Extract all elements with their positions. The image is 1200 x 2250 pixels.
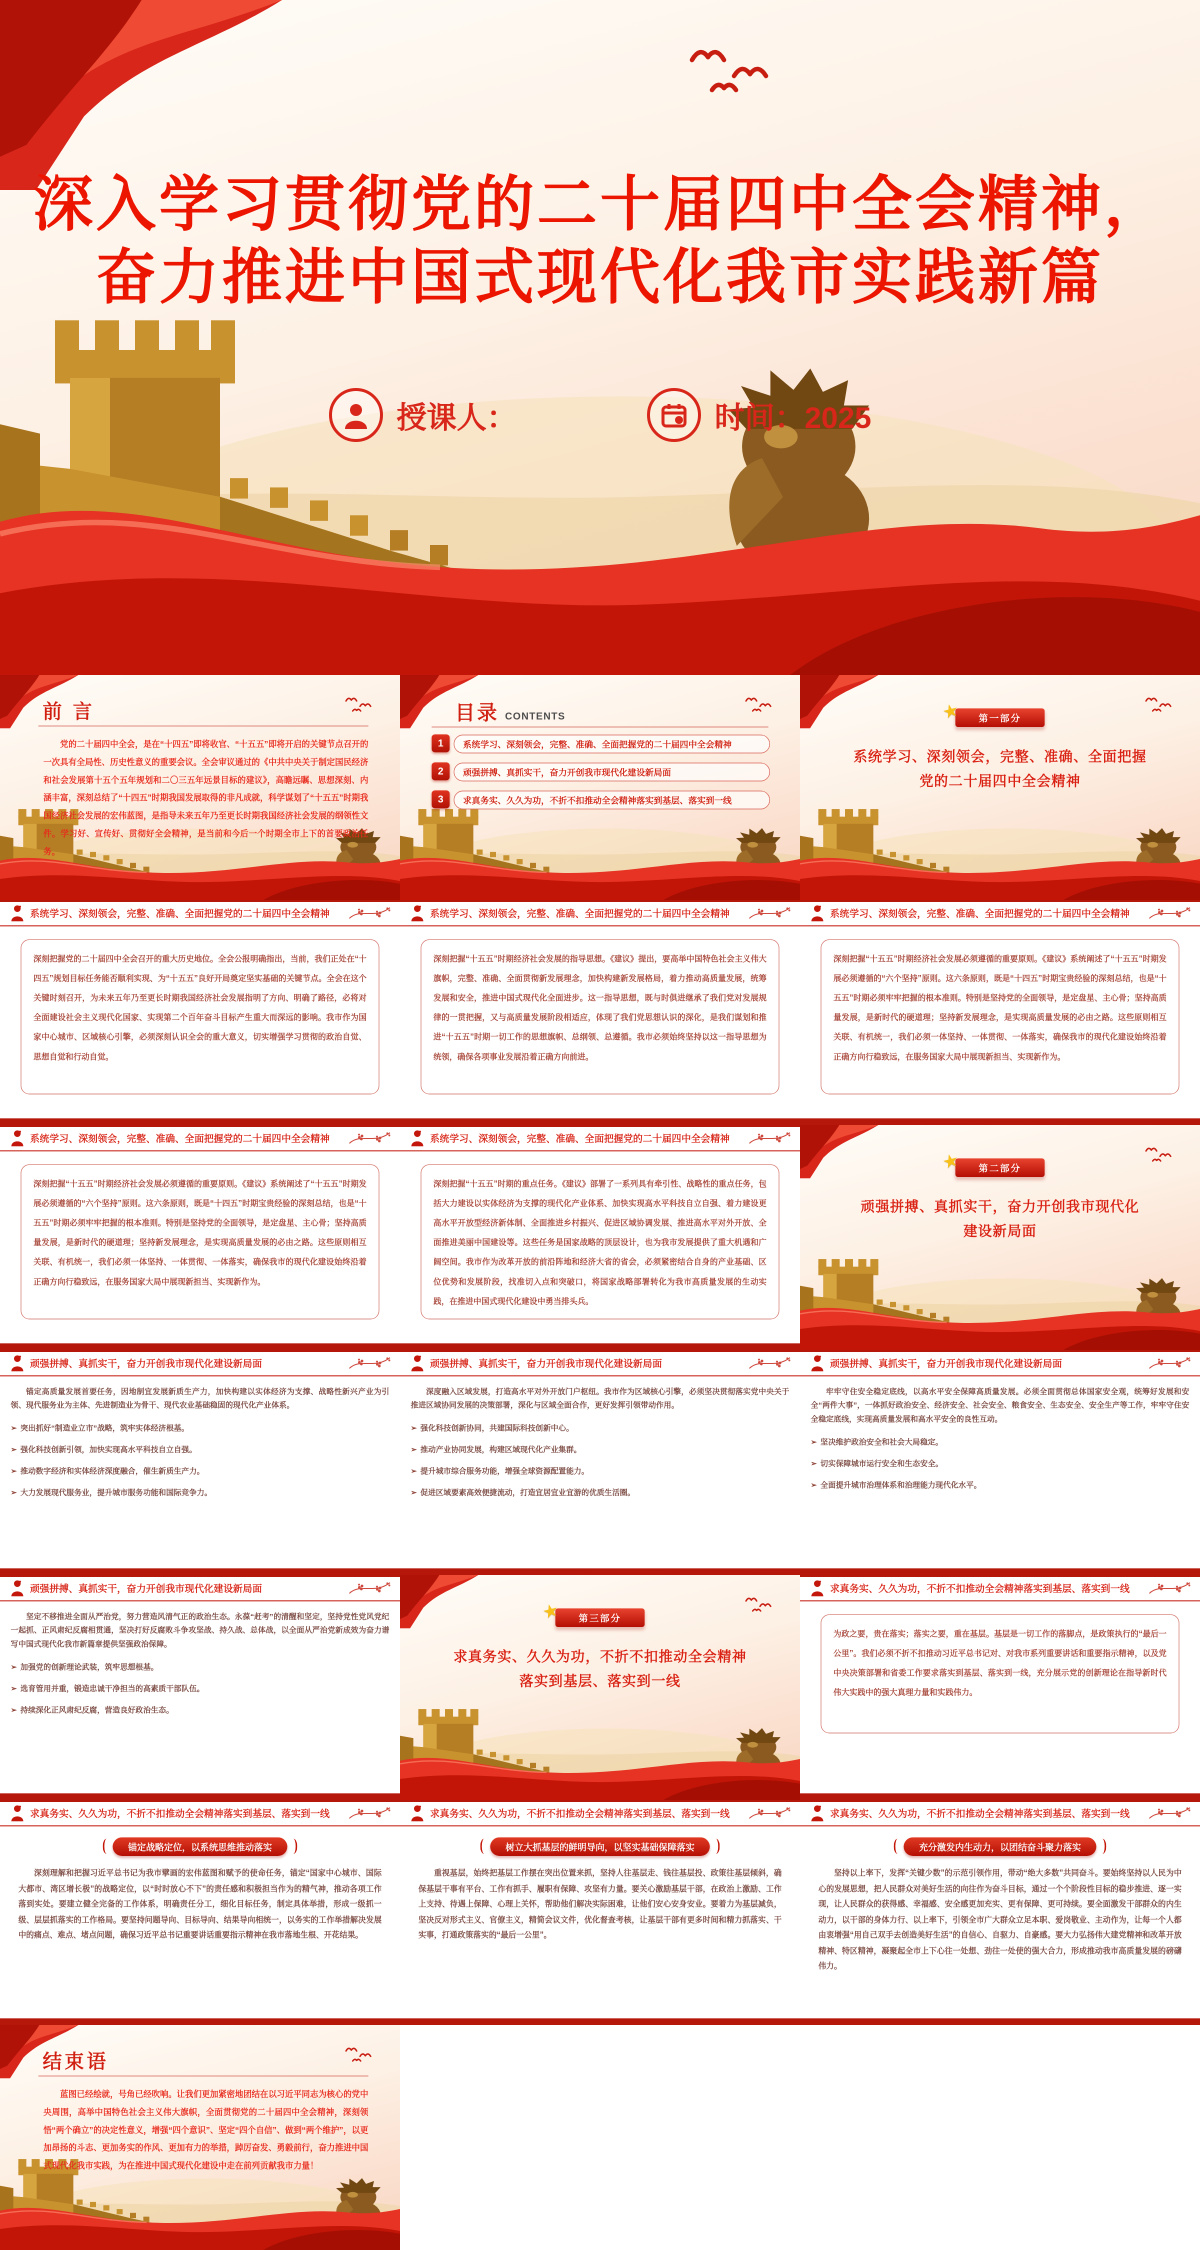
person-icon xyxy=(410,1805,425,1822)
intro-paragraph: 坚定不移推进全面从严治党，努力营造风清气正的政治生态。永葆“赶考”的清醒和坚定，坚持党性党风党纪一起抓、正风肃纪反腐相贯通，坚决打好反腐败斗争攻坚战、持久战、总体战，以全面从严治党新成效为奋力谱写中国式现代化我市新篇章提供坚强政治保障。 xyxy=(10,1612,390,1649)
slide-cover[interactable] xyxy=(0,0,1200,675)
bottom-red-bar xyxy=(0,1793,400,1800)
body-content xyxy=(411,1385,790,1499)
header-title: 求真务实、久久为功，不折不扣推动全会精神落实到基层、落实到一线 xyxy=(830,1583,1130,1595)
slide-14[interactable] xyxy=(0,1575,400,1800)
part-badge xyxy=(941,1150,1044,1177)
slide-19[interactable] xyxy=(800,1800,1200,2025)
slide-header xyxy=(800,1352,1200,1374)
slide-header xyxy=(800,902,1200,924)
slide-divider-part3[interactable] xyxy=(400,1575,800,1800)
star-icon: ★ xyxy=(941,700,961,722)
arrow-bullet-icon: ➢ xyxy=(410,1423,418,1433)
calendar-icon xyxy=(647,388,701,442)
slide-9[interactable] xyxy=(400,1125,800,1350)
arrow-bullet-icon: ➢ xyxy=(10,1423,18,1433)
part-title-line1: 顽强拼搏、真抓实干，奋力开创我市现代化 xyxy=(860,1198,1140,1215)
slide-header xyxy=(400,902,800,924)
bottom-red-bar xyxy=(0,1568,400,1575)
part-badge-label: 第三部分 xyxy=(578,1613,622,1624)
toc-item-number: 2 xyxy=(432,762,450,780)
bullet-item xyxy=(411,1422,790,1434)
scenic-artwork xyxy=(400,800,800,900)
person-icon xyxy=(410,1130,425,1147)
person-icon xyxy=(410,905,425,922)
lecturer-person-icon xyxy=(329,388,383,442)
plum-blossom-decoration xyxy=(748,1804,791,1821)
bullet-text: 持续深化正风肃纪反腐，营造良好政治生态。 xyxy=(20,1705,174,1715)
bottom-red-bar xyxy=(0,1343,400,1350)
header-underline xyxy=(400,925,800,926)
plum-blossom-decoration xyxy=(1148,1354,1191,1371)
toc-title: 目录 xyxy=(455,701,500,725)
header-title: 系统学习、深刻领会，完整、准确、全面把握党的二十届四中全会精神 xyxy=(430,1133,730,1145)
bottom-red-bar xyxy=(400,1568,800,1575)
header-underline xyxy=(0,1825,400,1826)
star-icon: ★ xyxy=(541,1600,561,1622)
header-title: 求真务实、久久为功，不折不扣推动全会精神落实到基层、落实到一线 xyxy=(30,1808,330,1820)
laurel-right-decoration xyxy=(1098,1839,1106,1854)
arrow-bullet-icon: ➢ xyxy=(10,1683,18,1693)
bullet-item xyxy=(811,1458,1190,1470)
slide-header xyxy=(400,1127,800,1149)
header-underline xyxy=(800,1600,1200,1601)
slide-header xyxy=(0,1127,400,1149)
toc-item-text: 系统学习、深刻领会，完整、准确、全面把握党的二十届四中全会精神 xyxy=(454,735,770,754)
body-content xyxy=(811,1385,1190,1491)
header-title: 求真务实、久久为功，不折不扣推动全会精神落实到基层、落实到一线 xyxy=(830,1808,1130,1820)
arrow-bullet-icon: ➢ xyxy=(410,1488,418,1497)
plum-blossom-decoration xyxy=(1148,904,1191,921)
section-banner-title: 充分激发内生动力，以团结奋斗聚力落实 xyxy=(919,1842,1082,1853)
red-ribbon-decoration xyxy=(0,0,360,190)
slide-header xyxy=(400,1352,800,1374)
title-underline xyxy=(432,727,769,728)
slide-divider-part1[interactable] xyxy=(800,675,1200,900)
bullet-text: 选育管用并重，锻造忠诚干净担当的高素质干部队伍。 xyxy=(20,1683,205,1693)
bullet-text: 加强党的创新理论武装，筑牢思想根基。 xyxy=(20,1662,159,1672)
body-content xyxy=(11,1385,390,1499)
body-paragraph: 深刻理解和把握习近平总书记为我市擘画的宏伟蓝图和赋予的使命任务，锚定“国家中心城市、国际大都市、湾区增长极”的战略定位，以“时时放心不下”的责任感和积极担当作为的精气神，推动各项工作落到实处。要建立健全完备的工作体系，明确责任分工，细化目标任务，制定具体举措，形成一级抓一级、层层抓落实的工作格局。要坚持问题导向、目标导向、结果导向相统一，以务实的工作举措解决发展中的痛点、难点、堵点问题，确保习近平总书记重要讲话重要指示精神在我市落地生根、开花结果。 xyxy=(18,1868,382,1940)
bullet-text: 切实保障城市运行安全和生态安全。 xyxy=(820,1458,944,1468)
person-icon xyxy=(10,905,25,922)
header-title: 顽强拼搏、真抓实干，奋力开创我市现代化建设新局面 xyxy=(830,1358,1063,1370)
header-underline xyxy=(0,1150,400,1151)
bottom-red-bar xyxy=(0,2018,400,2025)
scenic-artwork xyxy=(800,800,1200,900)
arrow-bullet-icon: ➢ xyxy=(10,1662,18,1672)
bullet-item xyxy=(11,1444,390,1456)
bullet-item xyxy=(411,1444,790,1456)
part-badge-label: 第一部分 xyxy=(978,713,1022,724)
plum-blossom-decoration xyxy=(1148,1804,1191,1821)
header-underline xyxy=(800,925,1200,926)
laurel-right-decoration xyxy=(289,1839,297,1854)
bottom-red-bar xyxy=(800,2018,1200,2025)
section-banner xyxy=(490,1837,710,1856)
time-field xyxy=(647,388,872,442)
bullet-text: 强化科技创新协同，共建国际科技创新中心。 xyxy=(420,1423,574,1433)
slide-header xyxy=(0,1352,400,1374)
laurel-left-decoration xyxy=(103,1839,111,1854)
toc-item-number: 3 xyxy=(432,790,450,808)
body-text-box: 深刻把握党的二十届四中全会召开的重大历史地位。全会公报明确指出，当前，我们正处在“十四五”规划目标任务能否顺利实现、为“十五五”良好开局奠定坚实基础的关键节点。全会在这个关键时刻召开，为未来五年乃至更长时期我国经济社会发展指明了方向、明确了路径，必将对全面建设社会主义现代化国家、实现第二个百年奋斗目标产生重大而深远的影响。我市作为国家中心城市、区域核心引擎，必须深刻认识全会的重大意义，切实增强学习贯彻的政治自觉、思想自觉和行动自觉。 xyxy=(21,939,380,1094)
title-underline xyxy=(38,726,368,727)
arrow-bullet-icon: ➢ xyxy=(10,1466,18,1476)
bullet-text: 强化科技创新引领，加快实现高水平科技自立自强。 xyxy=(20,1445,197,1454)
scenic-artwork xyxy=(400,1700,800,1800)
header-underline xyxy=(400,1825,800,1826)
slide-16[interactable] xyxy=(800,1575,1200,1800)
slide-header xyxy=(800,1802,1200,1824)
foreword-body: 党的二十届四中全会，是在“十四五”即将收官、“十五五”即将开启的关键节点召开的一次具有全局性、历史性意义的重要会议。全会审议通过的《中共中央关于制定国民经济和社会发展第十五个五年规划和二〇三五年远景目标的建议》，高瞻远瞩、思想深刻、内涵丰富，深刻总结了“十四五”时期我国发展取得的非凡成就，科学谋划了“十五五”时期我国经济社会发展的宏伟蓝图，是指导未来五年乃至更长时期我国经济社会发展的纲领性文件。学习好、宣传好、贯彻好全会精神，是当前和今后一个时期全市上下的首要政治任务。 xyxy=(43,739,369,857)
time-label: 时间：2025 xyxy=(714,402,872,435)
slide-header xyxy=(0,902,400,924)
conclusion-title: 结束语 xyxy=(42,2050,109,2073)
header-title: 顽强拼搏、真抓实干，奋力开创我市现代化建设新局面 xyxy=(430,1358,663,1370)
arrow-bullet-icon: ➢ xyxy=(10,1488,18,1497)
slide-header xyxy=(0,1577,400,1599)
part-title xyxy=(413,1644,786,1693)
body-text-box: 为政之要，贵在落实；落实之要，重在基层。基层是一切工作的落脚点，是政策执行的“最后一公里”。我们必须不折不扣推动习近平总书记对、对我市系列重要讲话和重要指示精神，以及党中央决策部署和省委工作要求落实到基层、落实到一线，充分展示党的创新理论在指导新时代伟大实践中的强大真理力量和实践伟力。 xyxy=(821,1614,1180,1733)
bullet-item xyxy=(11,1422,390,1434)
empty-canvas-area xyxy=(400,2025,1200,2250)
plum-blossom-decoration xyxy=(1148,1579,1191,1596)
cover-title xyxy=(0,168,1200,314)
body-paragraph: 重视基层，始终把基层工作摆在突出位置来抓，坚持人往基层走、钱往基层投、政策往基层倾斜，确保基层干事有平台、工作有抓手、履职有保障、攻坚有力量。要关心激励基层干部，在政治上激励、工作上支持、待遇上保障、心理上关怀，帮助他们解决实际困难，让他们安心安身安业。要着力为基层减负，坚决反对形式主义、官僚主义，精简会议文件，优化督查考核，让基层干部有更多时间和精力抓落实、干实事，打通政策落实的“最后一公里”。 xyxy=(418,1868,782,1940)
bullet-text: 突出抓好“制造业立市”战略，筑牢实体经济根基。 xyxy=(20,1423,190,1433)
body-text-box: 深刻把握“十五五”时期经济社会发展必须遵循的重要原则。《建议》系统阐述了“十五五”时期发展必须遵循的“六个坚持”原则。这六条原则，既是“十四五”时期宝贵经验的深刻总结，也是“十五五”时期必须牢牢把握的根本准则。特别是坚持党的全面领导，是定盘星、主心骨；坚持高质量发展，是新时代的硬道理；坚持新发展理念，是实现高质量发展的必由之路。这些原则相互关联、有机统一，我们必须一体坚持、一体贯彻、一体落实，确保我市的现代化建设始终沿着正确方向行稳致远，在服务国家大局中展现新担当、实现新作为。 xyxy=(21,1164,380,1319)
bottom-red-bar xyxy=(400,1343,800,1350)
body-content xyxy=(11,1610,390,1716)
toc-item-text: 求真务实、久久为功，不折不扣推动全会精神落实到基层、落实到一线 xyxy=(454,791,770,810)
slide-toc[interactable] xyxy=(400,675,800,900)
arrow-bullet-icon: ➢ xyxy=(410,1466,418,1476)
plum-blossom-decoration xyxy=(348,904,391,921)
toc-item-number: 1 xyxy=(432,734,450,752)
person-icon xyxy=(10,1580,25,1597)
lecturer-field xyxy=(329,388,517,442)
bullet-item xyxy=(811,1436,1190,1448)
bottom-red-bar xyxy=(400,2018,800,2025)
person-icon xyxy=(410,1355,425,1372)
header-underline xyxy=(400,1375,800,1376)
body-text-box: 深刻把握“十五五”时期经济社会发展必须遵循的重要原则。《建议》系统阐述了“十五五”时期发展必须遵循的“六个坚持”原则。这六条原则，既是“十四五”时期宝贵经验的深刻总结，也是“十五五”时期必须牢牢把握的根本准则。特别是坚持党的全面领导，是定盘星、主心骨；坚持高质量发展，是新时代的硬道理；坚持新发展理念，是实现高质量发展的必由之路。这些原则相互关联、有机统一，我们必须一体坚持、一体贯彻、一体落实，确保我市的现代化建设始终沿着正确方向行稳致远，在服务国家大局中展现新担当、实现新作为。 xyxy=(821,939,1180,1094)
header-title: 顽强拼搏、真抓实干，奋力开创我市现代化建设新局面 xyxy=(30,1583,263,1595)
slide-header xyxy=(800,1577,1200,1599)
flying-doves-icon xyxy=(743,1594,774,1615)
toc-heading xyxy=(455,697,565,726)
header-underline xyxy=(0,1600,400,1601)
slide-18[interactable] xyxy=(400,1800,800,2025)
body-paragraph: 坚持以上率下，发挥“关键少数”的示范引领作用，带动“绝大多数”共同奋斗。要始终坚持以人民为中心的发展思想，把人民群众对美好生活的向往作为奋斗目标，通过一个个阶段性目标的稳步推进、逐一实现，让人民群众的获得感、幸福感、安全感更加充实、更有保障、更可持续。要全面激发干部群众的内生动力，以干部的身体力行、以上率下，引领全市广大群众立足本职、爱岗敬业、主动作为，让每一个人都由衷增强“用自己双手去创造美好生活”的自信心、自驱力、自豪感。要大力弘扬伟大建党精神和改革开放精神、特区精神，凝聚起全市上下心往一处想、劲往一处使的强大合力，形成推动我市高质量发展的磅礴伟力。 xyxy=(818,1868,1182,1971)
slide-17[interactable] xyxy=(0,1800,400,2025)
person-icon xyxy=(810,1580,825,1597)
arrow-bullet-icon: ➢ xyxy=(410,1445,418,1454)
plum-blossom-decoration xyxy=(748,1354,791,1371)
arrow-bullet-icon: ➢ xyxy=(810,1437,818,1447)
section-banner-title: 树立大抓基层的鲜明导向，以坚实基础保障落实 xyxy=(505,1842,695,1853)
bullet-item xyxy=(11,1661,390,1673)
person-icon xyxy=(10,1355,25,1372)
bullet-item xyxy=(411,1487,790,1499)
slide-11[interactable] xyxy=(0,1350,400,1575)
part-badge xyxy=(941,700,1044,727)
conclusion-body: 蓝图已经绘就，号角已经吹响。让我们更加紧密地团结在以习近平同志为核心的党中央周围，高举中国特色社会主义伟大旗帜，全面贯彻党的二十届四中全会精神，深刻领悟“两个确立”的决定性意义，增强“四个意识”、坚定“四个自信”、做到“两个维护”，以更加昂扬的斗志、更加务实的作风、更加有力的举措，踔厉奋发、勇毅前行，奋力推进中国式现代化我市实践，为在推进中国式现代化建设中走在前列贡献我市力量！ xyxy=(43,2089,369,2171)
slide-divider-part2[interactable] xyxy=(800,1125,1200,1350)
slide-7[interactable] xyxy=(800,900,1200,1125)
part-title-line2: 建设新局面 xyxy=(963,1223,1037,1239)
plum-blossom-decoration xyxy=(348,1129,391,1146)
lecturer-label: 授课人： xyxy=(396,402,517,435)
title-underline xyxy=(38,2076,368,2077)
cover-title-line2: 奋力推进中国式现代化我市实践新篇 xyxy=(96,244,1104,312)
red-ribbon-decoration xyxy=(800,1125,900,1178)
bottom-red-bar xyxy=(0,1118,400,1125)
part-title xyxy=(813,744,1186,793)
person-icon xyxy=(10,1130,25,1147)
header-title: 系统学习、深刻领会，完整、准确、全面把握党的二十届四中全会精神 xyxy=(30,1133,330,1145)
plum-blossom-decoration xyxy=(348,1804,391,1821)
body-text-box: 深刻把握“十五五”时期经济社会发展的指导思想。《建议》提出，要高举中国特色社会主义伟大旗帜，完整、准确、全面贯彻新发展理念，加快构建新发展格局，着力推动高质量发展，统筹发展和安全，推进中国式现代化全面进步。这一指导思想，既与时俱进继承了我们党对发展规律的一贯把握，又与高质量发展阶段相适应，体现了我们党思想认识的深化，是我们谋划和推进“十五五”时期一切工作的思想旗帜、总纲领、总遵循。我市必须始终坚持以这一指导思想为统领，确保各项事业发展沿着正确方向前进。 xyxy=(421,939,780,1094)
header-underline xyxy=(800,1825,1200,1826)
flying-doves-icon xyxy=(684,40,776,102)
toc-item-text: 顽强拼搏、真抓实干，奋力开创我市现代化建设新局面 xyxy=(454,763,770,782)
flying-doves-icon xyxy=(743,694,774,715)
bottom-red-bar xyxy=(800,1793,1200,1800)
header-underline xyxy=(400,1150,800,1151)
laurel-right-decoration xyxy=(712,1839,720,1854)
slide-12[interactable] xyxy=(400,1350,800,1575)
bullet-item xyxy=(11,1465,390,1477)
bullet-text: 大力发展现代服务业，提升城市服务功能和国际竞争力。 xyxy=(20,1488,213,1497)
bullet-item xyxy=(411,1465,790,1477)
bullet-text: 提升城市综合服务功能，增强全球资源配置能力。 xyxy=(420,1466,590,1476)
part-badge xyxy=(541,1600,644,1627)
person-icon xyxy=(810,1805,825,1822)
plum-blossom-decoration xyxy=(748,904,791,921)
plum-blossom-decoration xyxy=(348,1579,391,1596)
bullet-text: 推动数字经济和实体经济深度融合，催生新质生产力。 xyxy=(20,1466,205,1476)
cover-subtitle-row xyxy=(0,388,1200,442)
scenic-artwork xyxy=(0,285,1200,675)
arrow-bullet-icon: ➢ xyxy=(810,1458,818,1468)
bullet-item xyxy=(11,1487,390,1499)
flying-doves-icon xyxy=(343,2044,374,2065)
slide-5[interactable] xyxy=(0,900,400,1125)
laurel-left-decoration xyxy=(480,1839,488,1854)
plum-blossom-decoration xyxy=(348,1354,391,1371)
header-underline xyxy=(800,1375,1200,1376)
laurel-left-decoration xyxy=(894,1839,902,1854)
part-title-line1: 求真务实、久久为功，不折不扣推动全会精神 xyxy=(453,1648,747,1665)
bottom-red-bar xyxy=(800,1118,1200,1125)
header-title: 顽强拼搏、真抓实干，奋力开创我市现代化建设新局面 xyxy=(30,1358,263,1370)
flying-doves-icon xyxy=(1143,694,1174,715)
arrow-bullet-icon: ➢ xyxy=(10,1445,18,1454)
bottom-red-bar xyxy=(400,1118,800,1125)
arrow-bullet-icon: ➢ xyxy=(810,1480,818,1490)
bullet-item xyxy=(11,1683,390,1695)
bullet-text: 全面提升城市治理体系和治理能力现代化水平。 xyxy=(820,1480,982,1490)
slide-header xyxy=(0,1802,400,1824)
slide-header xyxy=(400,1802,800,1824)
section-banner xyxy=(904,1837,1097,1856)
cover-title-line1: 深入学习贯彻党的二十届四中全会精神， xyxy=(33,171,1167,238)
red-ribbon-decoration xyxy=(800,675,900,728)
slide-conclusion[interactable] xyxy=(0,2025,400,2250)
header-title: 系统学习、深刻领会，完整、准确、全面把握党的二十届四中全会精神 xyxy=(430,908,730,920)
flying-doves-icon xyxy=(343,694,374,715)
slide-8[interactable] xyxy=(0,1125,400,1350)
part-title-line2: 落实到基层、落实到一线 xyxy=(519,1673,681,1689)
plum-blossom-decoration xyxy=(748,1129,791,1146)
bottom-red-bar xyxy=(800,1568,1200,1575)
part-title-line2: 党的二十届四中全会精神 xyxy=(919,773,1081,789)
part-title xyxy=(813,1194,1186,1243)
header-title: 系统学习、深刻领会，完整、准确、全面把握党的二十届四中全会精神 xyxy=(30,908,330,920)
toc-item-1[interactable] xyxy=(432,734,770,753)
header-title: 求真务实、久久为功，不折不扣推动全会精神落实到基层、落实到一线 xyxy=(430,1808,730,1820)
bullet-item xyxy=(811,1479,1190,1491)
toc-subtitle: CONTENTS xyxy=(505,711,566,723)
intro-paragraph: 深度融入区域发展，打造高水平对外开放门户枢纽。我市作为区域核心引擎，必须坚决贯彻落实党中央关于推进区域协同发展的决策部署，深化与区域全面合作，更好发挥引领带动作用。 xyxy=(410,1387,790,1410)
red-ribbon-decoration xyxy=(400,1575,500,1628)
toc-item-2[interactable] xyxy=(432,762,770,781)
slide-13[interactable] xyxy=(800,1350,1200,1575)
intro-paragraph: 锚定高质量发展首要任务，因地制宜发展新质生产力，加快构建以实体经济为支撑、战略性新兴产业为引领、现代服务业为主体、先进制造业为骨干、现代农业基础稳固的现代化产业体系。 xyxy=(10,1387,390,1410)
scenic-artwork xyxy=(800,1250,1200,1350)
intro-paragraph: 牢牢守住安全稳定底线，以高水平安全保障高质量发展。必须全面贯彻总体国家安全观，统筹好发展和安全“两件大事”，一体抓好政治安全、经济安全、社会安全、粮食安全、生态安全、安全生产等工作，牢牢守住安全稳定底线，实现高质量发展和高水平安全的良性互动。 xyxy=(810,1387,1190,1424)
star-icon: ★ xyxy=(941,1150,961,1172)
flying-doves-icon xyxy=(1143,1144,1174,1165)
slide-6[interactable] xyxy=(400,900,800,1125)
slide-foreword[interactable] xyxy=(0,675,400,900)
header-title: 系统学习、深刻领会，完整、准确、全面把握党的二十届四中全会精神 xyxy=(830,908,1130,920)
body-text-box: 深刻把握“十五五”时期的重点任务。《建议》部署了一系列具有牵引性、战略性的重点任务，包括大力建设以实体经济为支撑的现代化产业体系、加快实现高水平科技自立自强、着力建设更高水平开放型经济新体制、全面推进乡村振兴、促进区域协调发展、推进高水平对外开放、全面推进美丽中国建设等。这些任务是国家战略的顶层设计，也为我市发展提供了重大机遇和广阔空间。我市作为改革开放的前沿阵地和经济大省的省会，必须紧密结合自身的产业基础、区位优势和发展阶段，找准切入点和突破口，将国家战略部署转化为我市高质量发展的生动实践，在推进中国式现代化建设中勇当排头兵。 xyxy=(421,1164,780,1319)
section-banner-title: 锚定战略定位，以系统思维推动落实 xyxy=(128,1842,273,1853)
bullet-text: 促进区域要素高效便捷流动，打造宜居宜业宜游的优质生活圈。 xyxy=(420,1488,636,1497)
bullet-item xyxy=(11,1704,390,1716)
arrow-bullet-icon: ➢ xyxy=(10,1705,18,1715)
person-icon xyxy=(10,1805,25,1822)
header-underline xyxy=(0,925,400,926)
part-badge-label: 第二部分 xyxy=(978,1163,1022,1174)
foreword-title: 前 言 xyxy=(42,700,95,723)
bullet-text: 坚决维护政治安全和社会大局稳定。 xyxy=(820,1437,944,1447)
part-title-line1: 系统学习、深刻领会，完整、准确、全面把握 xyxy=(853,748,1147,765)
bullet-text: 推动产业协同发展，构建区域现代化产业集群。 xyxy=(420,1445,582,1454)
person-icon xyxy=(810,905,825,922)
toc-item-3[interactable] xyxy=(432,790,770,809)
section-banner xyxy=(113,1837,288,1856)
header-underline xyxy=(0,1375,400,1376)
person-icon xyxy=(810,1355,825,1372)
